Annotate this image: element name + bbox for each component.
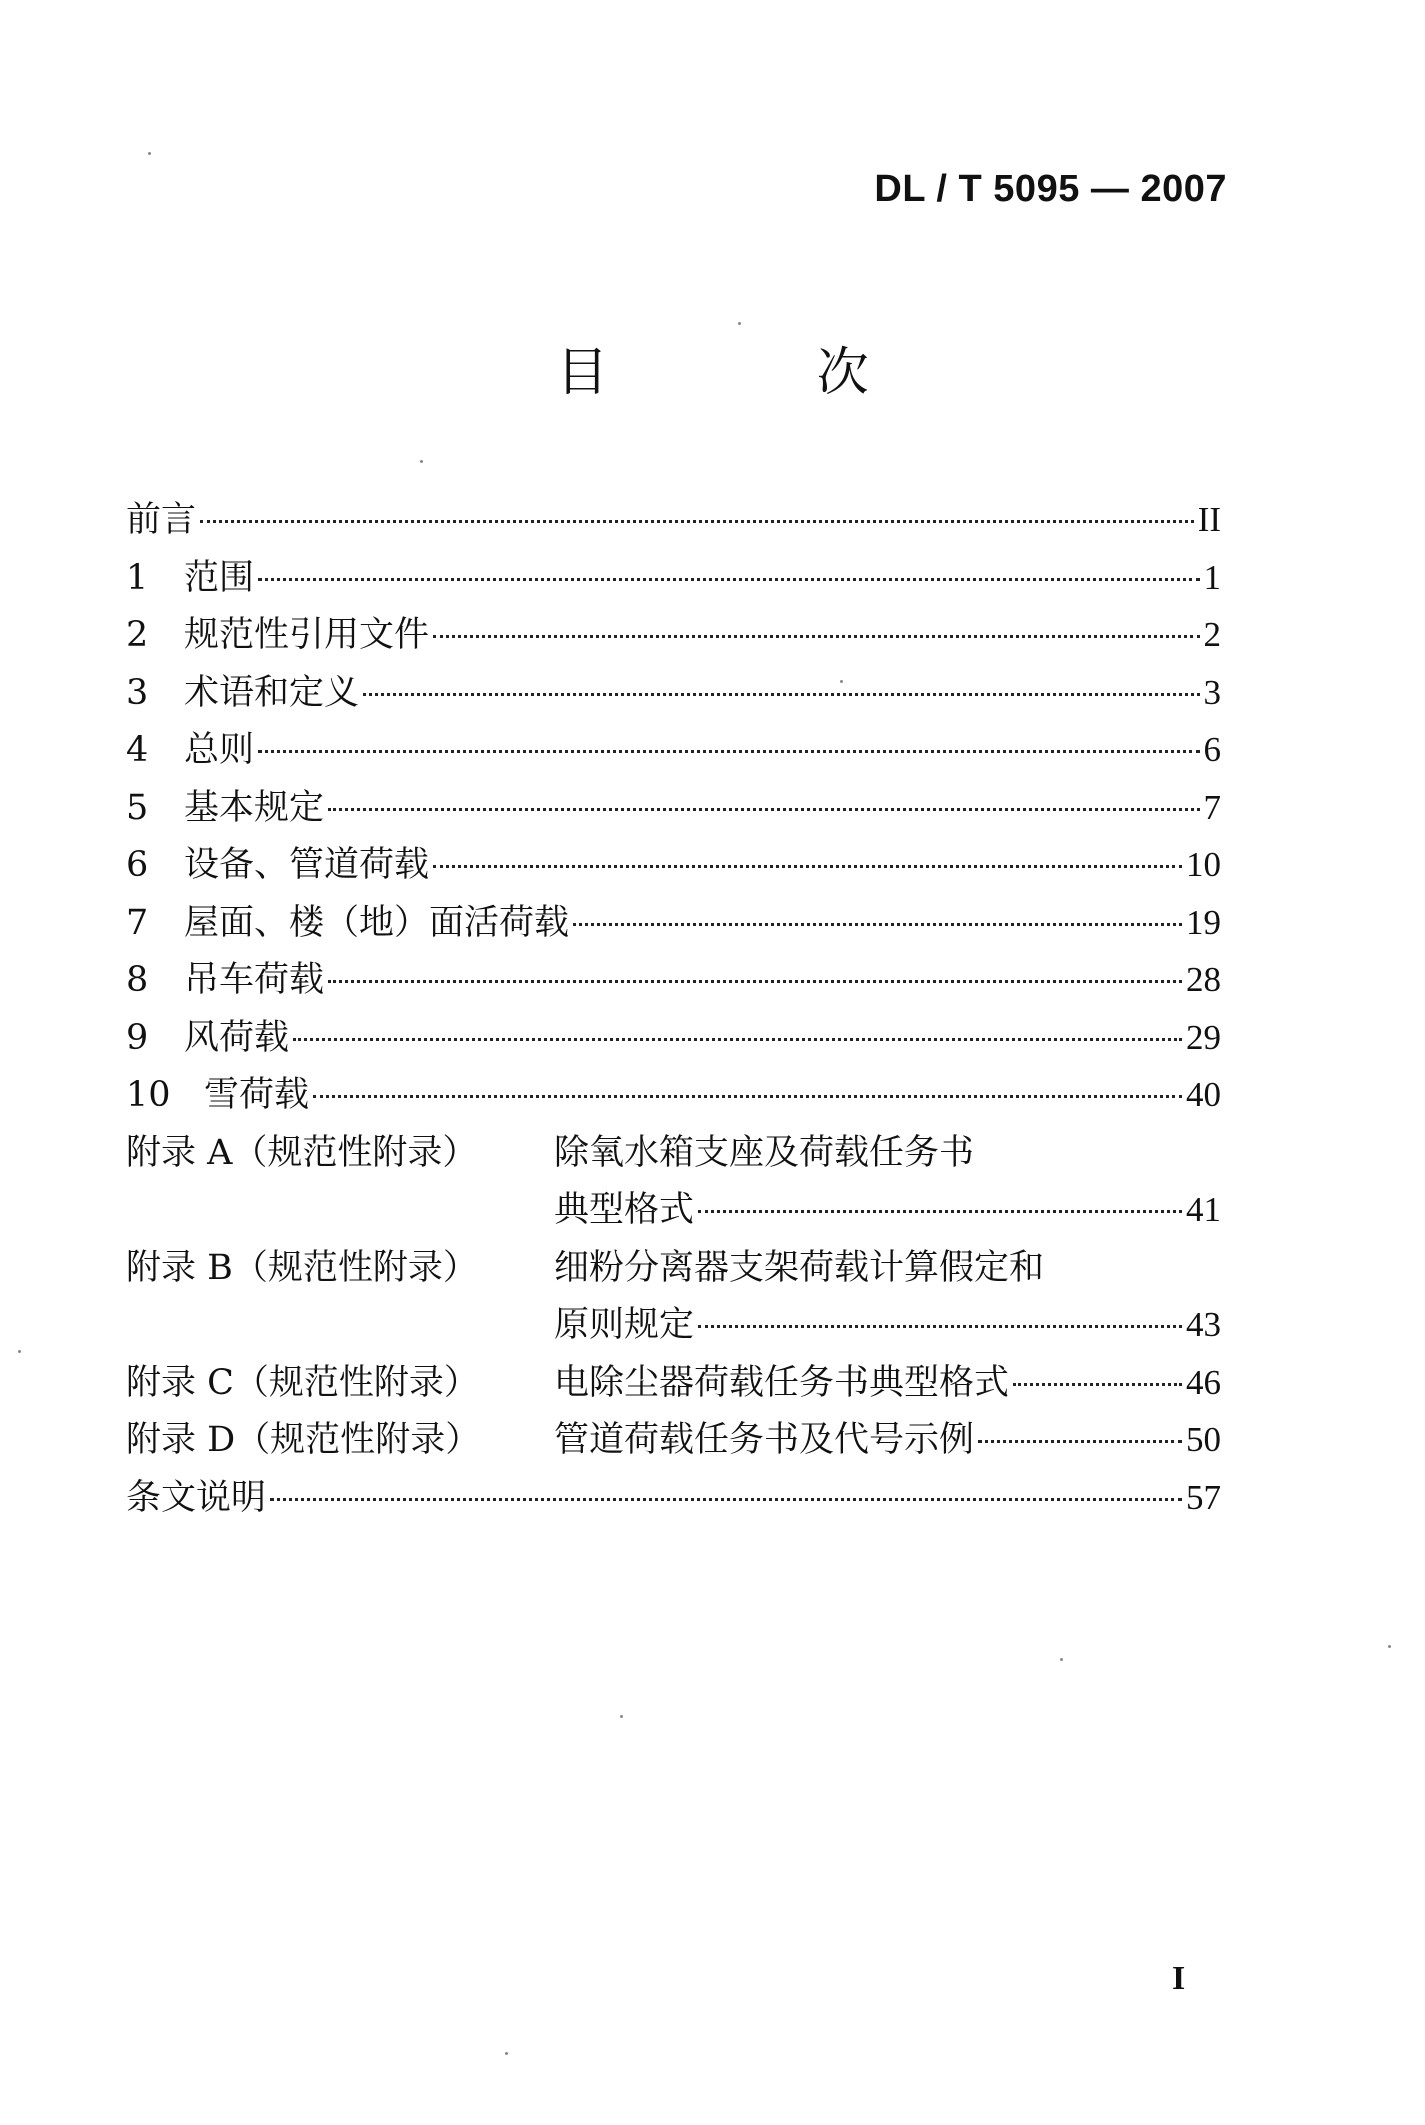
toc-entry-page: II — [1197, 500, 1221, 539]
toc-entry-number: 6 — [126, 845, 149, 885]
toc-appendix-d[interactable] — [126, 1412, 1221, 1470]
scan-speck — [505, 2052, 508, 2055]
document-code: DL / T 5095 — 2007 — [874, 168, 1227, 210]
toc-entry-label: 雪荷载 — [204, 1075, 310, 1115]
appendix-title: 电除尘器荷载任务书典型格式 — [554, 1362, 1010, 1403]
toc-entry-number: 9 — [126, 1017, 149, 1058]
toc-entry-10[interactable] — [126, 1067, 1221, 1125]
toc-entry-page: 3 — [1203, 672, 1221, 712]
toc-entry-2[interactable] — [126, 607, 1221, 665]
appendix-title: 管道荷载任务书及代号示例 — [554, 1420, 975, 1460]
toc-appendix-a-line2[interactable] — [126, 1182, 1221, 1240]
dot-leader — [698, 1210, 1182, 1213]
toc-entry-number: 7 — [126, 902, 149, 943]
toc-entry-page: 46 — [1186, 1362, 1221, 1402]
appendix-heading: 附录 B（规范性附录） — [126, 1247, 478, 1288]
dot-leader — [433, 635, 1199, 638]
appendix-title-continued: 原则规定 — [554, 1305, 695, 1345]
toc-entry-page: 1 — [1203, 557, 1221, 597]
dot-leader — [328, 808, 1199, 811]
dot-leader — [270, 1498, 1182, 1501]
scan-speck — [620, 1715, 623, 1718]
scan-speck — [420, 460, 423, 463]
dot-leader — [258, 750, 1199, 753]
toc-appendix-c[interactable] — [126, 1355, 1221, 1413]
toc-entry-page: 50 — [1186, 1420, 1221, 1459]
toc-entry-label: 吊车荷载 — [184, 960, 325, 1000]
toc-entry-label: 屋面、楼（地）面活荷载 — [184, 902, 570, 943]
toc-entry-7[interactable] — [126, 895, 1221, 953]
toc-entry-label: 条文说明 — [126, 1477, 267, 1518]
scan-speck — [1060, 1658, 1063, 1661]
toc-entry-page: 2 — [1203, 615, 1221, 654]
toc-entry-label: 基本规定 — [184, 787, 325, 828]
toc-entry-5[interactable] — [126, 780, 1221, 838]
toc-appendix-b-line2[interactable] — [126, 1297, 1221, 1355]
dot-leader — [363, 693, 1199, 696]
toc-entry-label: 总则 — [184, 730, 255, 770]
toc-entry-page: 40 — [1186, 1075, 1221, 1114]
dot-leader — [328, 980, 1182, 983]
toc-entry-number: 2 — [126, 615, 149, 655]
toc-entry-label: 风荷载 — [184, 1017, 290, 1058]
dot-leader — [573, 923, 1182, 926]
toc-entry-label: 术语和定义 — [184, 672, 360, 713]
toc-entry-page: 57 — [1186, 1477, 1221, 1517]
toc-entry-1[interactable] — [126, 550, 1221, 608]
toc-entry-number: 3 — [126, 672, 149, 713]
toc-entry-label: 设备、管道荷载 — [184, 845, 430, 885]
table-of-contents — [126, 492, 1221, 1527]
appendix-heading: 附录 C（规范性附录） — [126, 1362, 479, 1403]
toc-entry-page: 7 — [1203, 787, 1221, 827]
toc-appendix-b-line1[interactable] — [126, 1240, 1221, 1298]
toc-entry-number: 8 — [126, 960, 149, 1000]
dot-leader — [313, 1095, 1182, 1098]
toc-entry-explanation[interactable] — [126, 1470, 1221, 1528]
toc-entry-6[interactable] — [126, 837, 1221, 895]
scan-speck — [1388, 1645, 1391, 1648]
toc-appendix-a-line1[interactable] — [126, 1125, 1221, 1183]
dot-leader — [258, 578, 1199, 581]
scan-speck — [738, 322, 741, 325]
toc-entry-page: 29 — [1186, 1017, 1221, 1057]
appendix-title: 细粉分离器支架荷载计算假定和 — [554, 1247, 1045, 1288]
dot-leader — [698, 1325, 1182, 1328]
dot-leader — [1013, 1383, 1182, 1386]
dot-leader — [200, 520, 1194, 523]
dot-leader — [293, 1038, 1182, 1041]
toc-entry-number: 5 — [126, 787, 149, 828]
toc-entry-page: 43 — [1186, 1305, 1221, 1344]
toc-entry-number: 10 — [126, 1075, 171, 1115]
toc-entry-label: 规范性引用文件 — [184, 615, 430, 655]
toc-entry-page: 28 — [1186, 960, 1221, 999]
dot-leader — [433, 865, 1182, 868]
toc-entry-label: 前言 — [126, 500, 197, 540]
appendix-heading: 附录 D（规范性附录） — [126, 1420, 481, 1460]
page-number: I — [1172, 1960, 1186, 1997]
toc-title: 目 次 — [556, 343, 965, 403]
scan-speck — [840, 680, 843, 683]
toc-entry-number: 1 — [126, 557, 149, 598]
appendix-heading: 附录 A（规范性附录） — [126, 1132, 478, 1173]
toc-entry-page: 10 — [1186, 845, 1221, 884]
toc-entry-9[interactable] — [126, 1010, 1221, 1068]
toc-entry-page: 41 — [1186, 1190, 1221, 1229]
toc-entry-page: 6 — [1203, 730, 1221, 769]
toc-entry-8[interactable] — [126, 952, 1221, 1010]
dot-leader — [978, 1440, 1182, 1443]
toc-entry-label: 范围 — [184, 557, 255, 598]
scan-speck — [18, 1350, 21, 1353]
toc-entry-3[interactable] — [126, 665, 1221, 723]
appendix-title: 除氧水箱支座及荷载任务书 — [554, 1132, 975, 1173]
toc-entry-foreword[interactable] — [126, 492, 1221, 550]
toc-entry-page: 19 — [1186, 902, 1221, 942]
toc-entry-number: 4 — [126, 730, 149, 770]
scan-speck — [148, 152, 151, 155]
toc-entry-4[interactable] — [126, 722, 1221, 780]
appendix-title-continued: 典型格式 — [554, 1190, 695, 1230]
